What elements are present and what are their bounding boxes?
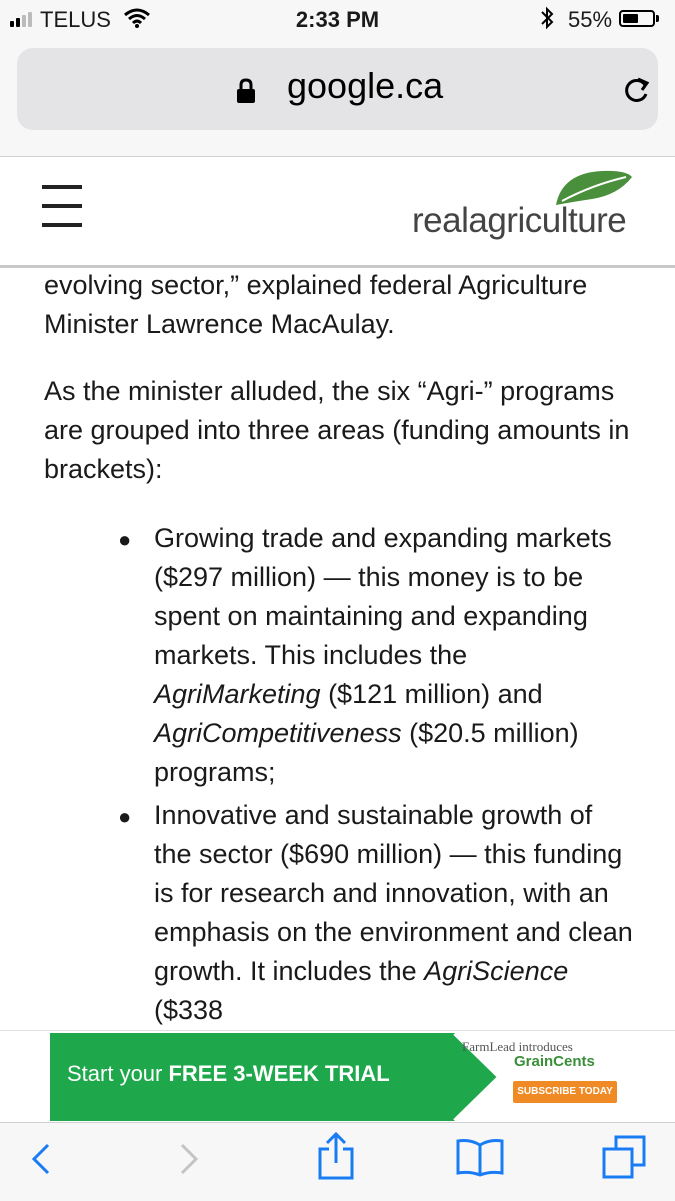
share-icon[interactable] xyxy=(316,1131,356,1181)
lock-icon xyxy=(236,78,256,104)
article-body xyxy=(0,268,675,1030)
hamburger-menu-icon[interactable] xyxy=(42,185,82,229)
program-name: AgriScience xyxy=(424,956,569,986)
list-item-text: ($338 xyxy=(154,995,224,1025)
carrier-name: TELUS xyxy=(40,7,111,32)
forward-chevron-icon[interactable] xyxy=(178,1139,202,1179)
back-chevron-icon[interactable] xyxy=(28,1139,52,1179)
ad-brand: GrainCents xyxy=(514,1053,595,1070)
list-item xyxy=(154,519,634,792)
battery-percent: 55% xyxy=(568,7,613,32)
ad-subscribe-button[interactable]: SUBSCRIBE TODAY xyxy=(513,1081,617,1103)
ad-banner[interactable] xyxy=(0,1030,675,1123)
browser-chrome xyxy=(0,38,675,157)
list-item xyxy=(154,796,634,1030)
ad-headline xyxy=(67,1061,390,1087)
status-bar xyxy=(0,0,675,38)
battery-tip xyxy=(656,15,659,22)
list-item-text: ($121 million) and xyxy=(320,679,543,709)
status-time: 2:33 PM xyxy=(295,7,380,32)
ad-text-bold: FREE 3-WEEK TRIAL xyxy=(168,1061,390,1086)
url-text[interactable]: google.ca xyxy=(287,65,444,106)
bluetooth-icon xyxy=(540,6,554,36)
browser-toolbar xyxy=(0,1122,675,1201)
site-header xyxy=(0,157,675,268)
site-logo-text[interactable]: realagriculture xyxy=(412,201,627,240)
address-bar[interactable] xyxy=(17,48,658,130)
program-name: AgriMarketing xyxy=(154,679,321,709)
list-item-text: Innovative and sustainable growth of the sector ($690 million) — this funding is for research and innovation, with an emphasis on the environment and clean growth. It includes the xyxy=(154,800,633,986)
bullet-dot: ● xyxy=(118,804,132,829)
bookmarks-book-icon[interactable] xyxy=(456,1137,504,1177)
list-item-text: Growing trade and expanding markets ($297 million) — this money is to be spent on maintaining and expanding markets. This includes the xyxy=(154,523,612,670)
bullet-dot: ● xyxy=(118,527,132,552)
program-name: AgriCompetitiveness xyxy=(154,718,402,748)
article-paragraph: As the minister alluded, the six “Agri-” programs are grouped into three areas (funding amounts in brackets): xyxy=(44,376,630,484)
tabs-icon[interactable] xyxy=(600,1135,648,1179)
reload-icon[interactable] xyxy=(621,73,651,105)
ad-intro: FarmLead introduces xyxy=(462,1039,573,1054)
battery-icon xyxy=(619,10,655,27)
article-paragraph: evolving sector,” explained federal Agriculture Minister Lawrence MacAulay. xyxy=(44,270,588,339)
list-item-text: ($20.5 million) programs; xyxy=(154,718,579,787)
ad-text-prefix: Start your xyxy=(67,1061,169,1086)
